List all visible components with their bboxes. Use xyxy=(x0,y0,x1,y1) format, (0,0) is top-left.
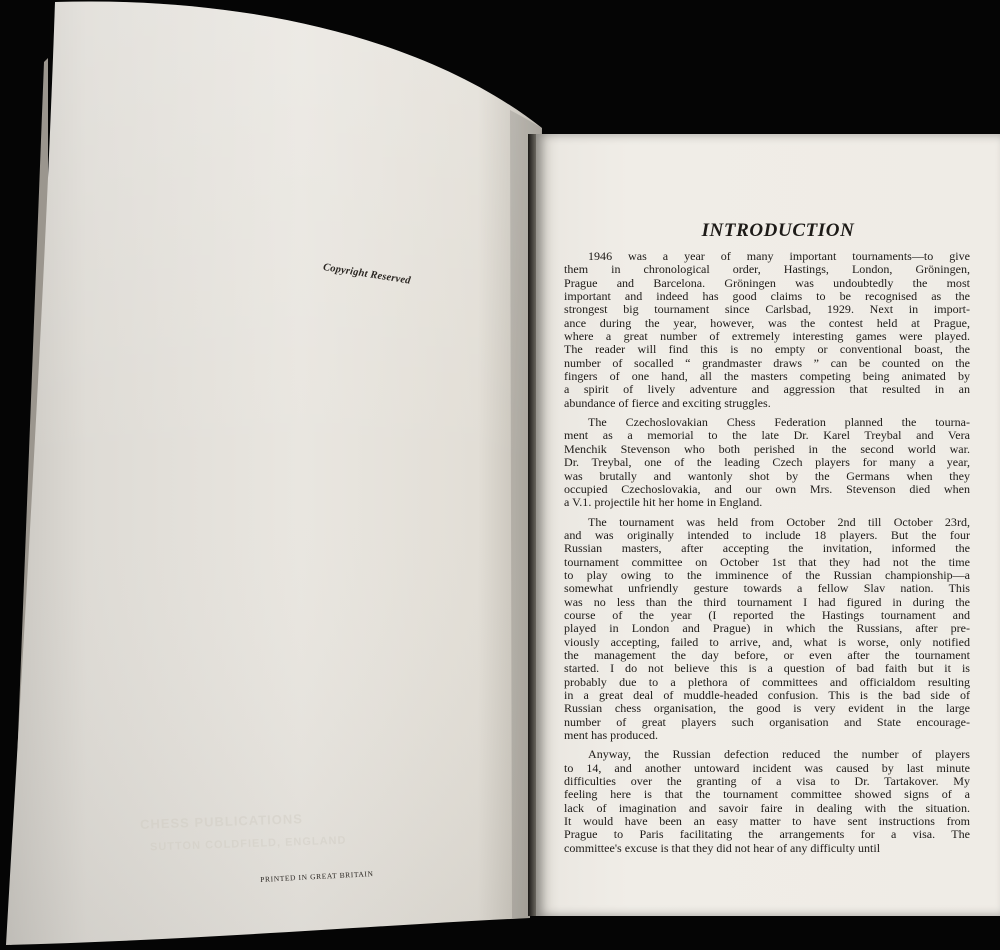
text-line: to play owing to the imminence of the Russian championship—a xyxy=(564,567,970,582)
text-line: Russian chess organisation, the good is very evident in the large xyxy=(564,701,970,716)
introduction-text xyxy=(564,250,970,855)
text-line: difficulties over the granting of a visa to Dr. Tartakover. My xyxy=(564,774,970,789)
text-line: where a great number of extremely interesting games were played. xyxy=(564,329,970,344)
text-line: occupied Czechoslovakia, and our own Mrs. Stevenson died when xyxy=(564,481,970,496)
bleed-through-line-2: SUTTON COLDFIELD, ENGLAND xyxy=(149,834,347,854)
paragraph xyxy=(564,416,970,509)
text-line: Russian masters, after accepting the invitation, informed the xyxy=(564,541,970,556)
text-line: Anyway, the Russian defection reduced the number of players xyxy=(588,747,970,762)
text-line: started. I do not believe this is a question of bad faith but it is xyxy=(564,661,970,676)
text-line: to 14, and another untoward incident was caused by last minute xyxy=(564,760,970,775)
paragraph xyxy=(564,250,970,410)
text-line: somewhat unfriendly gesture towards a fellow Slav nation. This xyxy=(564,581,970,596)
paragraph xyxy=(564,516,970,743)
page-title: INTRODUCTION xyxy=(701,220,855,241)
text-line: The tournament was held from October 2nd till October 23rd, xyxy=(588,514,970,529)
text-line: abundance of fierce and exciting struggles. xyxy=(564,395,771,410)
text-line: and was originally intended to include 18 players. But the four xyxy=(564,527,970,542)
text-line: Prague to Paris facilitating the arrangements for a visa. The xyxy=(564,827,970,842)
text-line: It would have been an easy matter to have sent instructions from xyxy=(564,814,970,829)
text-line: number of socalled “ grandmaster draws ” can be counted on the xyxy=(564,355,970,370)
text-line: course of the year (I reported the Hastings tournament and xyxy=(564,607,970,622)
text-line: feeling here is that the tournament committee showed signs of a xyxy=(564,787,970,802)
text-line: important and indeed has good claims to be recognised as the xyxy=(564,289,970,304)
text-line: ment as a memorial to the late Dr. Karel Treybal and Vera xyxy=(564,428,970,443)
text-line: in a great deal of muddle-headed confusion. This is the bad side of xyxy=(564,688,970,702)
text-line: number of great players such organisation and State encourage- xyxy=(564,714,970,729)
text-line: a spirit of lively adventure and aggression that resulted in an xyxy=(564,382,970,397)
text-line: Menchik Stevenson who both perished in the second world war. xyxy=(564,441,970,456)
text-line: fingers of one hand, all the masters competing being animated by xyxy=(564,369,970,384)
bleed-through-line-1: CHESS PUBLICATIONS xyxy=(139,811,304,832)
text-line: tournament committee on October 1st that they had not the time xyxy=(564,554,970,569)
text-line: probably due to a plethora of committees and officialdom resulting xyxy=(564,674,970,689)
text-line: The reader will find this is no empty or conventional boast, the xyxy=(564,342,970,357)
text-line: viously accepting, failed to arrive, and, what is worse, only notified xyxy=(564,634,970,649)
text-line: ance during the year, however, was the contest held at Prague, xyxy=(564,315,970,330)
text-line: ment has produced. xyxy=(564,728,659,743)
text-line: strongest big tournament since Carlsbad, 1929. Next in import- xyxy=(564,302,970,317)
text-line: was no less than the third tournament I had figured in during the xyxy=(564,594,970,609)
text-line: played in London and Prague) in which the Russians, after pre- xyxy=(564,621,970,636)
text-line: 1946 was a year of many important tournaments—to give xyxy=(588,249,970,263)
paragraph xyxy=(564,748,970,855)
right-page xyxy=(536,134,1000,916)
text-line: The Czechoslovakian Chess Federation planned the tourna- xyxy=(588,415,970,430)
copyright-notice: Copyright Reserved xyxy=(322,262,412,287)
text-line: was brutally and wantonly shot by the Germans when they xyxy=(564,468,970,483)
text-line: lack of imagination and savoir faire in dealing with the situation. xyxy=(564,800,970,815)
text-line: Dr. Treybal, one of the leading Czech players for many a year, xyxy=(564,455,970,470)
printed-in-notice: PRINTED IN GREAT BRITAIN xyxy=(260,869,374,884)
text-line: them in chronological order, Hastings, London, Gröningen, xyxy=(564,262,970,277)
text-line: the management the day before, or even after the tournament xyxy=(564,647,970,662)
text-line: committee's excuse is that they did not hear of any difficulty until xyxy=(564,840,881,855)
text-line: Prague and Barcelona. Gröningen was undoubtedly the most xyxy=(564,275,970,290)
text-line: a V.1. projectile hit her home in England. xyxy=(564,495,763,510)
